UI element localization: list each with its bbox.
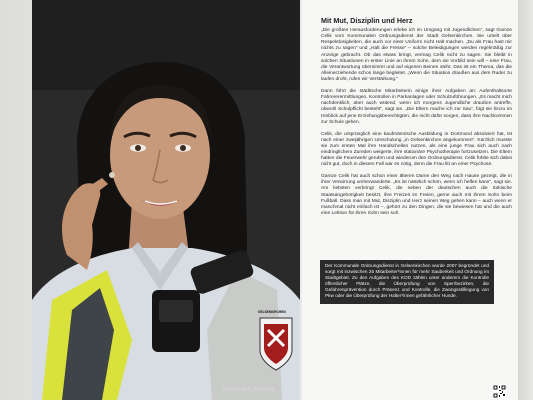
article-headline: Mit Mut, Disziplin und Herz <box>321 16 413 25</box>
info-box-text: Der Kommunale Ordnungsdienst in Gelsenkirchen wurde 2007 begründet und sorgt mit inzwischen 25 Mitarbeiter*innen für mehr Sauberkeit und Ordnung im Stadtgebiet. Zu den Aufgaben des KOD zählen unter anderem die Kontrolle öffentlicher Plätze, die Überprüfung von Sperrbezirken, die Gefahrenprävention durch Präsenz und Kontrolle, die Zwangsstilllegung von Pkw oder die Überprüfung der Halter*innen gefährlicher Hunde. <box>325 263 489 298</box>
badge-label: GELSENKIRCHEN <box>258 310 286 314</box>
article-paragraph: Dann führt die städtische Mitarbeiterin einige ihrer Aufgaben an: Aufenthaltsorte Fahrererermittlungen, Kontrollen in Parkanlagen oder Schulzuführungen. „Es macht mich nachdenklich, aber auch wütend, wenn ich morgens Jugendliche draußen antreffe, obwohl Schulpflicht besteht", sagt sie. „Die Eltern mache ich zur Sau", fügt sie hinzu im Hinblick auf jene Erziehungsberechtigten, die nicht dafür sorgen, dass ihre Nachkommen zur Schule gehen. <box>321 89 512 125</box>
photo-credit: Reinhard Krause <box>223 386 276 393</box>
article-paragraph: „Die größten Herausforderungen erlebe ich im Umgang mit Jugendlichen", sagt Gamze Celik vom Kommunalen Ordnungsdienst der Stadt Gelsenkirchen. Sie urteilt über Respektlosigkeiten, die auch vor einer Uniform nicht Halt machen. „Du als Frau hast mir nichts zu sagen" und „Halt die Fresse" – solche Beleidigungen werden regelmäßig zur Anzeige gebracht. Ob das etwas bringt, vermag Celik nicht zu sagen. Sie bleibt in solchen Situationen in erster Linie an ihrem Sohn, dem sie Vorbild sein will – eine Frau, die Verantwortung übernimmt und auf eigenen Beinen steht. Das ist ein Thema, das die Alleinerziehende schon lange begleitet. „Wenn die Situation draußen aus dem Ruder zu laufen droht, rufen wir Verstärkung." <box>321 28 512 83</box>
article-paragraph: Celik, die ursprünglich eine kaufmännische Ausbildung in Dortmund absolviert hat, ist nach einer zweijährigen Umschulung „in Gelsenkirchen angekommen". Kürzlich musste sie zum ersten Mal ihre Handschellen nutzen, als eine junge Frau sich auch nach eindringlichem Zureden weigerte, ihre stationäre Psychotherapie fortzusetzen. Die Eltern hatten die Feuerwehr gerufen und wiederum den Ordnungsdienst. Celik fühlte sich dabei nicht gut, doch in diesem Fall war es nötig, denn die Frau litt an einer Psychose. <box>321 131 512 168</box>
article-body <box>321 28 512 223</box>
board-edge <box>518 0 533 400</box>
info-box <box>320 260 494 304</box>
article-paragraph: Gamze Celik hat auch schon einer älteren Dame den Weg nach Hause gezeigt, die in ihrer Verwirrung umherwanderte. „Es ist natürlich schön, wenn ich helfen kann", sagt sie. Am liebsten verbringt Celik, die neben der deutschen auch die türkische Staatsangehörigkeit besitzt, ihre Freizeit im Freien, gerne auch mit ihrem Sohn beim Fußball. Dass man mit Mut, Disziplin und Herz seinen Weg gehen kann – auch wenn er manchmal nicht einfach ist –, gehört zu den Dingen, die sie bewiesen hat und die auch eine Lektion für ihren Sohn sein soll. <box>321 174 512 216</box>
qr-code-icon[interactable] <box>493 385 506 398</box>
portrait-photo <box>32 0 300 400</box>
